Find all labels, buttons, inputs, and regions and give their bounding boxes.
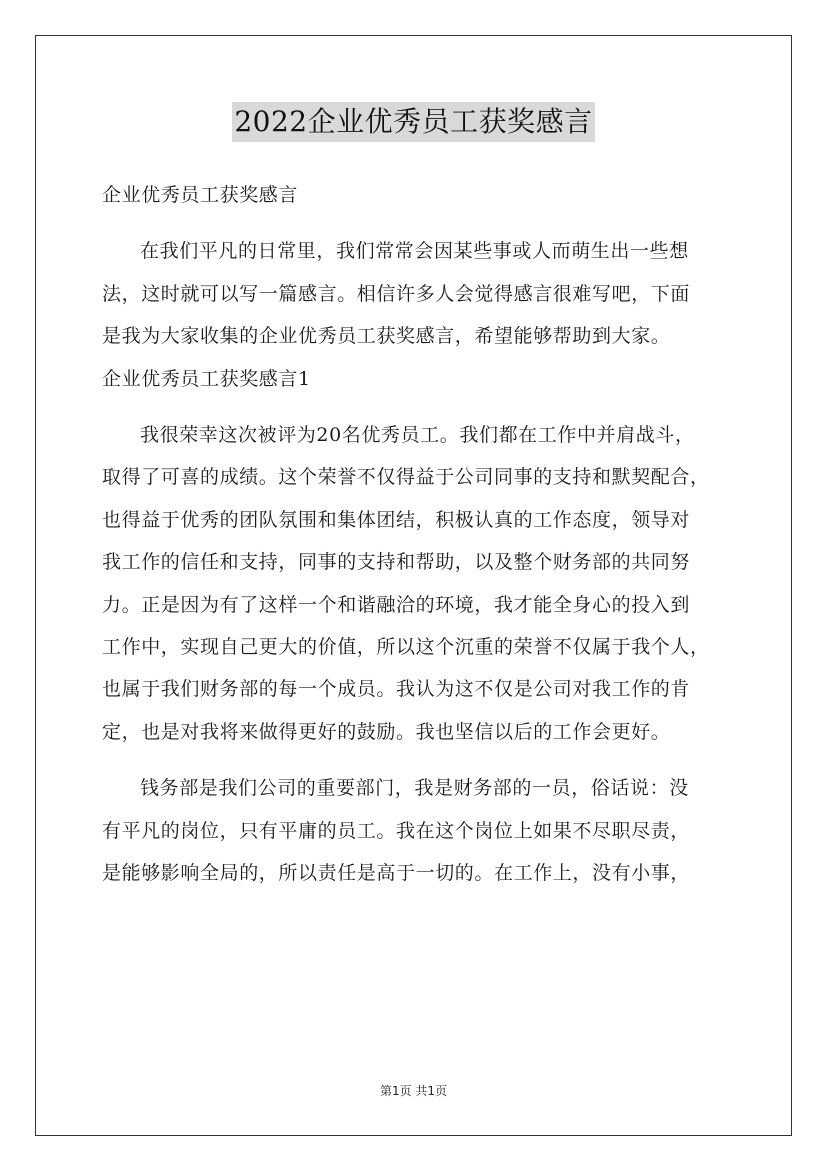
text-line: 钱务部是我们公司的重要部门，我是财务部的一员，俗话说：没: [140, 777, 689, 800]
text-line: 在我们平凡的日常里，我们常常会因某些事或人而萌生出一些想: [140, 240, 689, 263]
text-line: 是能够影响全局的，所以责任是高于一切的。在工作上，没有小事，: [102, 862, 691, 885]
page-footer: 第1页 共1页: [379, 1084, 448, 1098]
document-body: [102, 174, 738, 895]
text-line: 企业优秀员工获奖感言: [102, 184, 299, 206]
text-line: 定，也是对我将来做得更好的鼓励。我也坚信以后的工作会更好。: [102, 720, 671, 743]
section-heading: [102, 174, 738, 216]
text-line: 法，这时就可以写一篇感言。相信许多人会觉得感言很难写吧，下面: [102, 282, 691, 305]
text-line: 有平凡的岗位，只有平庸的员工。我在这个岗位上如果不尽职尽责，: [102, 819, 691, 842]
text-line: 也属于我们财务部的每一个成员。我认为这不仅是公司对我工作的肯: [102, 678, 691, 701]
text-line: 工作中，实现自己更大的价值，所以这个沉重的荣誉不仅属于我个人，: [102, 636, 710, 659]
paragraph-main: [102, 414, 738, 753]
text-line: 我很荣幸这次被评为20名优秀员工。我们都在工作中并肩战斗，: [140, 424, 695, 447]
title-container: [0, 102, 827, 142]
text-line: 取得了可喜的成绩。这个荣誉不仅得益于公司同事的支持和默契配合，: [102, 466, 710, 489]
section-heading: [102, 358, 738, 400]
text-line: 也得益于优秀的团队氛围和集体团结，积极认真的工作态度，领导对: [102, 508, 691, 531]
text-line: 企业优秀员工获奖感言1: [102, 367, 311, 390]
text-line: 我工作的信任和支持，同事的支持和帮助，以及整个财务部的共同努: [102, 551, 691, 574]
paragraph-intro: [102, 230, 738, 357]
document-title: 2022企业优秀员工获奖感言: [232, 102, 594, 142]
text-line: 力。正是因为有了这样一个和谐融洽的环境，我才能全身心的投入到: [102, 593, 691, 616]
paragraph-continued: [102, 767, 738, 894]
text-line: 是我为大家收集的企业优秀员工获奖感言，希望能够帮助到大家。: [102, 325, 671, 348]
